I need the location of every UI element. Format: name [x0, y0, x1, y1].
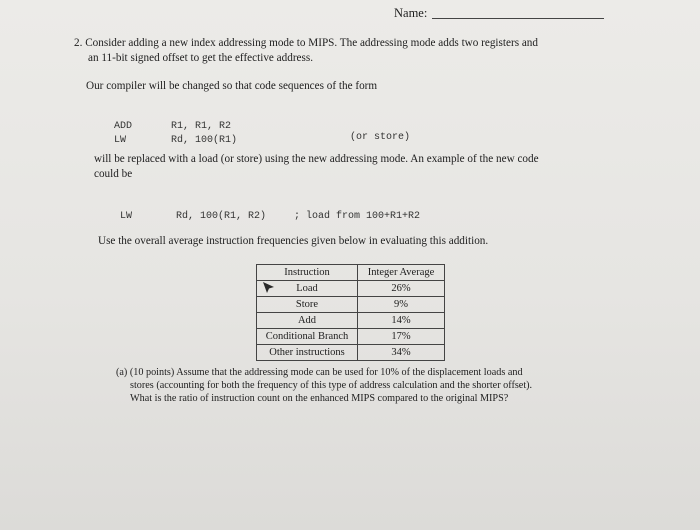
code-after-op: LW	[120, 211, 133, 222]
intro-line-1: Consider adding a new index addressing mode to MIPS. The addressing mode adds two registers and	[85, 37, 538, 49]
row-instruction: Other instructions	[257, 345, 358, 361]
code-before-args-1: R1, R1, R2	[171, 121, 232, 132]
part-a-points: (10 points)	[129, 367, 175, 378]
code-after-comment: ; load from 100+R1+R2	[294, 211, 421, 222]
part-a-label: (a)	[116, 367, 128, 378]
code-before-op-1: ADD	[114, 121, 133, 132]
row-instruction: Store	[257, 297, 358, 313]
compiler-note: Our compiler will be changed so that code sequences of the form	[86, 80, 378, 92]
code-after-args: Rd, 100(R1, R2)	[176, 211, 267, 222]
row-instruction: Conditional Branch	[257, 329, 358, 345]
replacement-paragraph	[94, 152, 634, 182]
row-value: 17%	[358, 329, 445, 345]
question-number: 2.	[74, 37, 83, 49]
name-blank-line	[432, 18, 604, 19]
replace-line-2: could be	[94, 168, 133, 180]
table-row	[257, 281, 445, 297]
row-value: 9%	[358, 297, 445, 313]
row-instruction: Add	[257, 313, 358, 329]
name-label: Name:	[394, 6, 428, 20]
header-integer-average: Integer Average	[358, 265, 445, 281]
table-row	[257, 297, 445, 313]
part-a-line-1: Assume that the addressing mode can be used for 10% of the displacement loads and	[176, 367, 523, 378]
instruction-frequency-table	[256, 264, 445, 361]
row-value: 34%	[358, 345, 445, 361]
table-row	[257, 345, 445, 361]
table-row	[257, 313, 445, 329]
row-value: 14%	[358, 313, 445, 329]
code-before-op-2: LW	[114, 135, 127, 146]
code-before-args-2: Rd, 100(R1)	[171, 135, 238, 146]
code-before-comment: (or store)	[350, 132, 411, 143]
table-row	[257, 329, 445, 345]
table-header-row	[257, 265, 445, 281]
replace-line-1: will be replaced with a load (or store) using the new addressing mode. An example of the new code	[94, 153, 539, 165]
part-a-line-3: What is the ratio of instruction count on the enhanced MIPS compared to the original MIPS?	[130, 393, 509, 404]
header-instruction: Instruction	[257, 265, 358, 281]
question-intro	[74, 36, 634, 66]
part-a-paragraph	[116, 366, 616, 405]
row-instruction: Load	[257, 281, 358, 297]
part-a-line-2: stores (accounting for both the frequency of this type of address calculation and the shorter offset).	[130, 380, 533, 391]
intro-line-2: an 11-bit signed offset to get the effective address.	[88, 52, 314, 64]
row-value: 26%	[358, 281, 445, 297]
frequency-note: Use the overall average instruction frequencies given below in evaluating this addition.	[98, 235, 489, 247]
